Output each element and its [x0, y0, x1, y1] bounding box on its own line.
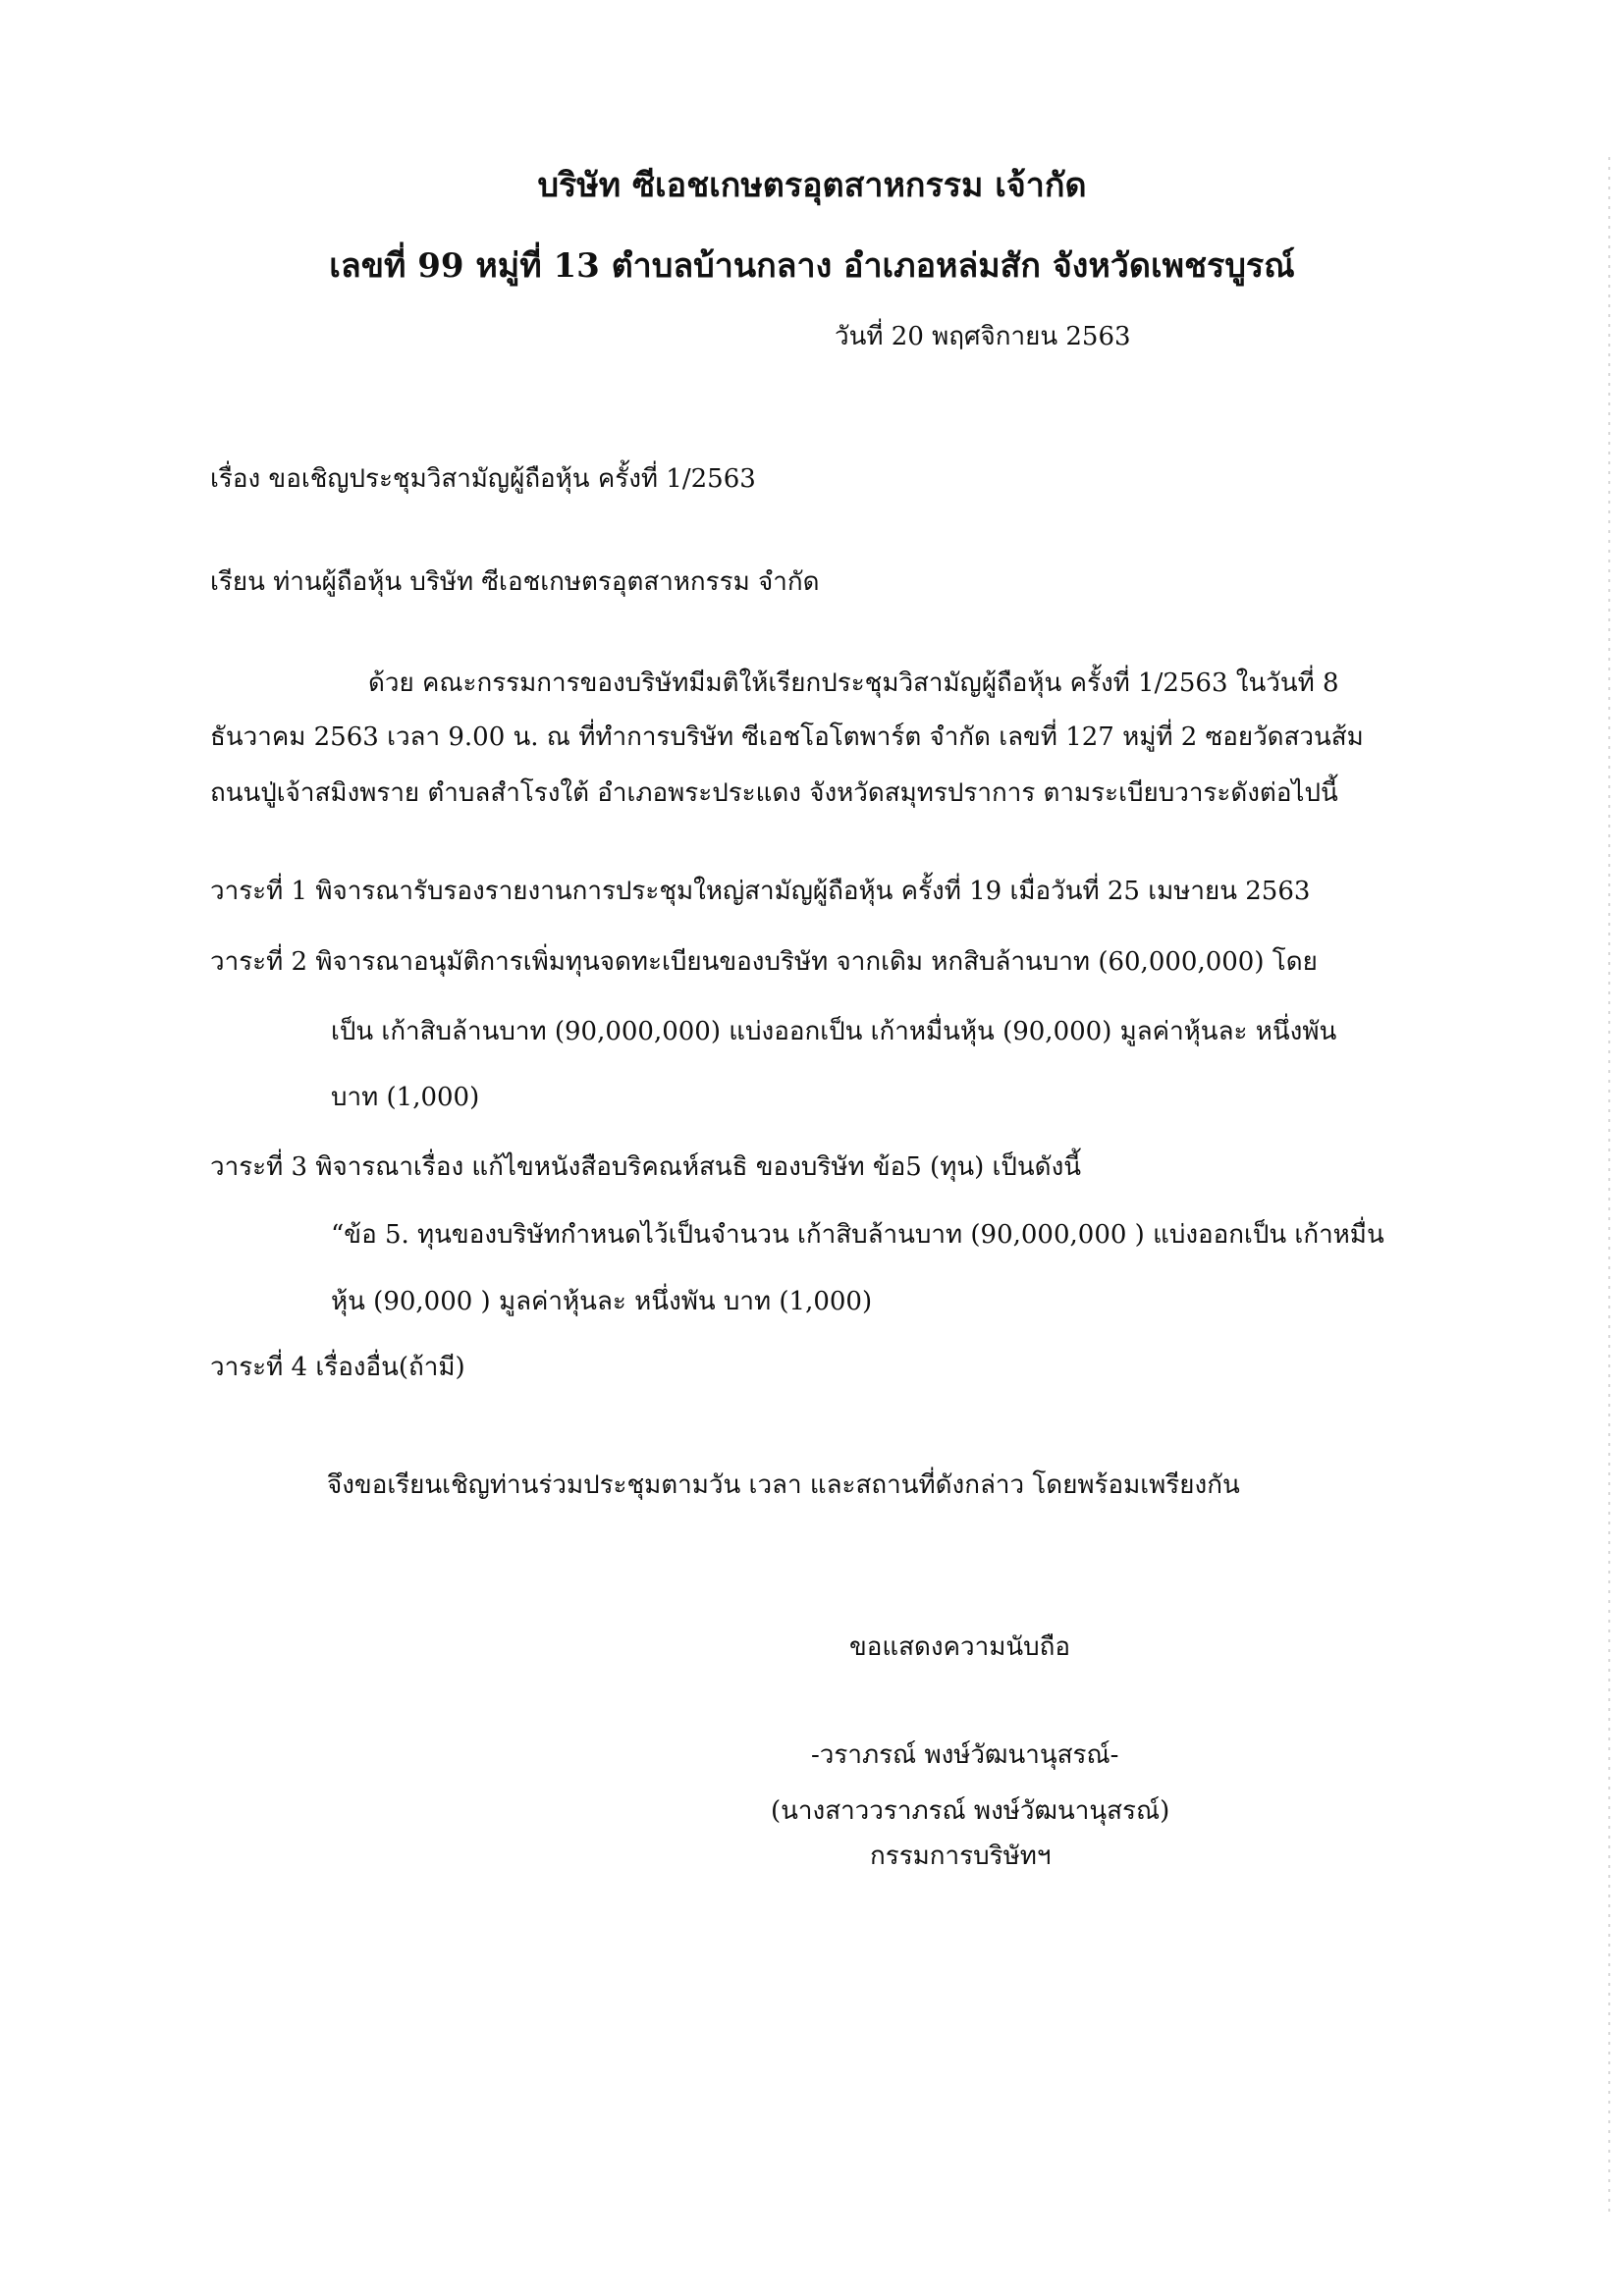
- company-name: บริษัท ซีเอชเกษตรอุตสาหกรรม เจ้ากัด: [537, 166, 1087, 205]
- agenda-item-4: วาระที่ 4 เรื่องอื่น(ถ้ามี): [210, 1353, 465, 1382]
- letter-subject: เรื่อง ขอเชิญประชุมวิสามัญผู้ถือหุ้น ครั้งที่ 1/2563: [210, 464, 756, 494]
- intro-line-3: ถนนปู่เจ้าสมิงพราย ตำบลสำโรงใต้ อำเภอพระประแดง จังหวัดสมุทรปราการ ตามระเบียบวาระดังต่อไปนี้: [210, 778, 1338, 808]
- signatory-name: (นางสาววราภรณ์ พงษ์วัฒนานุสรณ์): [771, 1796, 1170, 1826]
- letter-salutation: เรียน ท่านผู้ถือหุ้น บริษัท ซีเอชเกษตรอุตสาหกรรม จำกัด: [210, 567, 820, 597]
- signatory-position: กรรมการบริษัทฯ: [870, 1842, 1052, 1871]
- agenda-item-3-line-3: หุ้น (90,000 ) มูลค่าหุ้นละ หนึ่งพัน บาท (1,000): [331, 1287, 873, 1316]
- letter-date: วันที่ 20 พฤศจิกายน 2563: [835, 322, 1131, 351]
- agenda-item-1: วาระที่ 1 พิจารณารับรองรายงานการประชุมใหญ่สามัญผู้ถือหุ้น ครั้งที่ 19 เมื่อวันที่ 25 เมษายน 2563: [210, 877, 1311, 906]
- intro-line-1: ด้วย คณะกรรมการของบริษัทมีมติให้เรียกประชุมวิสามัญผู้ถือหุ้น ครั้งที่ 1/2563 ในวันที่ 8: [368, 668, 1339, 698]
- agenda-item-2-line-3: บาท (1,000): [331, 1083, 480, 1112]
- scan-edge-marks: [1608, 157, 1610, 2218]
- closing-sentence: จึงขอเรียนเชิญท่านร่วมประชุมตามวัน เวลา และสถานที่ดังกล่าว โดยพร้อมเพรียงกัน: [327, 1470, 1240, 1500]
- agenda-item-2-line-1: วาระที่ 2 พิจารณาอนุมัติการเพิ่มทุนจดทะเบียนของบริษัท จากเดิม หกสิบล้านบาท (60,000,000) โดย: [210, 947, 1318, 977]
- agenda-item-2-line-2: เป็น เก้าสิบล้านบาท (90,000,000) แบ่งออกเป็น เก้าหมื่นหุ้น (90,000) มูลค่าหุ้นละ หนึ่งพัน: [331, 1017, 1337, 1046]
- agenda-item-3-line-1: วาระที่ 3 พิจารณาเรื่อง แก้ไขหนังสือบริคณห์สนธิ ของบริษัท ข้อ5 (ทุน) เป็นดังนี้: [210, 1152, 1082, 1182]
- signature: -วราภรณ์ พงษ์วัฒนานุสรณ์-: [811, 1740, 1119, 1770]
- agenda-item-3-line-2: “ข้อ 5. ทุนของบริษัทกำหนดไว้เป็นจำนวน เก้าสิบล้านบาท (90,000,000 ) แบ่งออกเป็น เก้าหมื่น: [331, 1220, 1384, 1250]
- company-address: เลขที่ 99 หมู่ที่ 13 ตำบลบ้านกลาง อำเภอหล่มสัก จังหวัดเพชรบูรณ์: [329, 246, 1295, 286]
- closing-regards: ขอแสดงความนับถือ: [849, 1632, 1070, 1662]
- intro-line-2: ธันวาคม 2563 เวลา 9.00 น. ณ ที่ทำการบริษัท ซีเอชโอโตพาร์ต จำกัด เลขที่ 127 หมู่ที่ 2 ซอยวัดสวนส้ม: [210, 722, 1364, 752]
